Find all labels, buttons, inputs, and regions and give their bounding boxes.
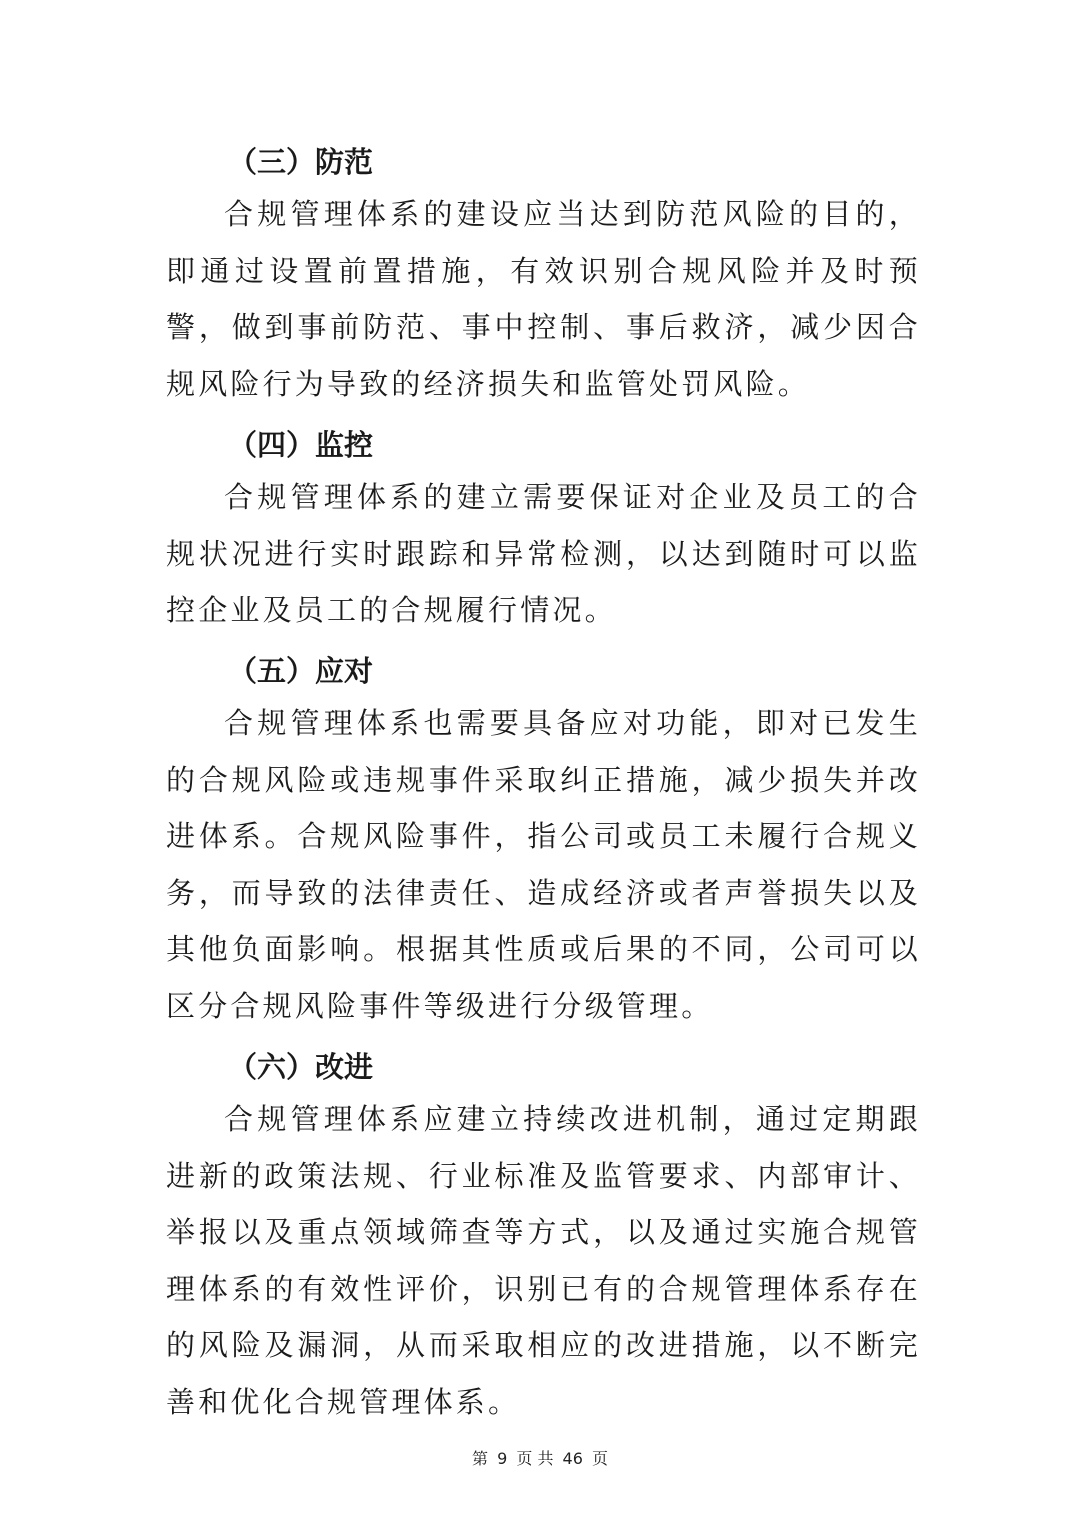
footer-current-page: 9 (497, 1449, 508, 1468)
section-body-prevention: 合规管理体系的建设应当达到防范风险的目的，即通过设置前置措施，有效识别合规风险并及时预警，做到事前防范、事中控制、事后救济，减少因合规风险行为导致的经济损失和监管处罚风险。 (166, 197, 921, 401)
section-heading-prevention: （三）防范 (228, 145, 374, 179)
section-heading-improvement: （六）改进 (228, 1050, 374, 1084)
section-body-improvement: 合规管理体系应建立持续改进机制，通过定期跟进新的政策法规、行业标准及监管要求、内部审计、举报以及重点领域筛查等方式，以及通过实施合规管理体系的有效性评价，识别已有的合规管理体系存在的风险及漏洞，从而采取相应的改进措施，以不断完善和优化合规管理体系。 (166, 1102, 921, 1419)
section-body-response: 合规管理体系也需要具备应对功能，即对已发生的合规风险或违规事件采取纠正措施，减少损失并改进体系。合规风险事件，指公司或员工未履行合规义务，而导致的法律责任、造成经济或者声誉损失以及其他负面影响。根据其性质或后果的不同，公司可以区分合规风险事件等级进行分级管理。 (166, 706, 921, 1023)
section-heading-response: （五）应对 (228, 654, 374, 688)
footer-suffix: 页 (592, 1449, 609, 1468)
section-body-monitoring: 合规管理体系的建立需要保证对企业及员工的合规状况进行实时跟踪和异常检测，以达到随时可以监控企业及员工的合规履行情况。 (166, 480, 921, 627)
page-footer (0, 1448, 1080, 1470)
footer-prefix: 第 (471, 1449, 488, 1468)
footer-total-pages: 46 (562, 1449, 583, 1468)
footer-middle: 页 共 (516, 1449, 554, 1468)
section-heading-monitoring: （四）监控 (228, 428, 374, 462)
